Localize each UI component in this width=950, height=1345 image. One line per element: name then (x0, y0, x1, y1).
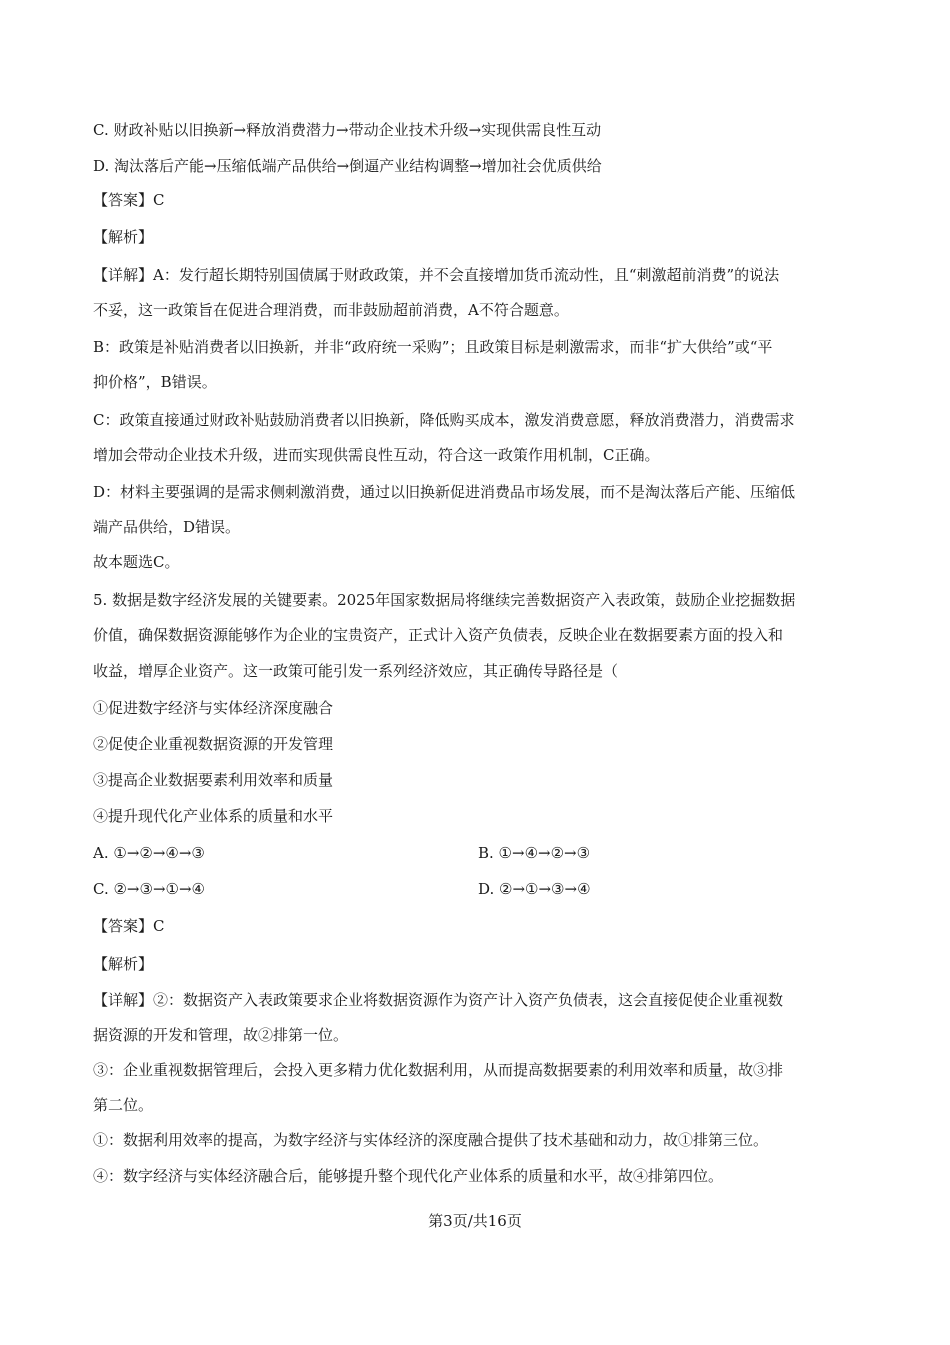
q5-stem-line1: 5. 数据是数字经济发展的关键要素。2025年国家数据局将继续完善数据资产入表政策，鼓励企业挖掘数据 (93, 591, 796, 609)
q5-detail-2-line1: ③：企业重视数据管理后，会投入更多精力优化数据利用，从而提高数据要素的利用效率和质量，故③排 (93, 1061, 784, 1079)
q4-detail-b-line2: 抑价格”，B错误。 (93, 373, 217, 391)
q4-detail-d-line2: 端产品供给，D错误。 (93, 518, 241, 536)
q5-analysis-label: 【解析】 (93, 955, 154, 973)
q4-detail-a-line1: 【详解】A：发行超长期特别国债属于财政政策，并不会直接增加货币流动性，且“刺激超前消费”的说法 (93, 266, 780, 284)
q4-detail-c-line1: C：政策直接通过财政补贴鼓励消费者以旧换新，降低购买成本，激发消费意愿，释放消费潜力，消费需求 (93, 411, 795, 429)
q4-detail-c-line2: 增加会带动企业技术升级，进而实现供需良性互动，符合这一政策作用机制，C正确。 (93, 446, 660, 464)
q5-item-2: ②促使企业重视数据资源的开发管理 (93, 735, 334, 753)
q5-detail-1-line2: 据资源的开发和管理，故②排第一位。 (93, 1026, 349, 1044)
q5-item-1: ①促进数字经济与实体经济深度融合 (93, 699, 334, 717)
q5-stem-line2: 价值，确保数据资源能够作为企业的宝贵资产，正式计入资产负债表，反映企业在数据要素方面的投入和 (93, 626, 784, 644)
q4-detail-b-line1: B：政策是补贴消费者以旧换新，并非“政府统一采购”；且政策目标是刺激需求，而非“扩大供给”或“平 (93, 338, 773, 356)
q5-detail-1-line1: 【详解】②：数据资产入表政策要求企业将数据资源作为资产计入资产负债表，这会直接促使企业重视数 (93, 991, 784, 1009)
q5-stem-line3: 收益，增厚企业资产。这一政策可能引发一系列经济效应，其正确传导路径是（ (93, 662, 619, 680)
page-footer: 第3页/共16页 (428, 1212, 522, 1230)
q4-option-c: C. 财政补贴以旧换新→释放消费潜力→带动企业技术升级→实现供需良性互动 (93, 121, 602, 139)
q5-option-d: D. ②→①→③→④ (478, 880, 591, 898)
q4-detail-a-line2: 不妥，这一政策旨在促进合理消费，而非鼓励超前消费，A不符合题意。 (93, 301, 569, 319)
q5-detail-3: ①：数据利用效率的提高，为数字经济与实体经济的深度融合提供了技术基础和动力，故①排第三位。 (93, 1131, 769, 1149)
q4-answer: 【答案】C (93, 191, 165, 209)
q4-option-d: D. 淘汰落后产能→压缩低端产品供给→倒逼产业结构调整→增加社会优质供给 (93, 157, 602, 175)
q4-detail-d-line1: D：材料主要强调的是需求侧刺激消费，通过以旧换新促进消费品市场发展，而不是淘汰落后产能、压缩低 (93, 483, 796, 501)
q5-item-3: ③提高企业数据要素利用效率和质量 (93, 771, 334, 789)
q5-option-a: A. ①→②→④→③ (93, 844, 205, 862)
q5-detail-2-line2: 第二位。 (93, 1096, 154, 1114)
q4-analysis-label: 【解析】 (93, 228, 154, 246)
q5-option-c: C. ②→③→①→④ (93, 880, 205, 898)
q5-answer: 【答案】C (93, 917, 165, 935)
q5-option-b: B. ①→④→②→③ (478, 844, 591, 862)
q5-item-4: ④提升现代化产业体系的质量和水平 (93, 807, 334, 825)
q5-detail-4: ④：数字经济与实体经济融合后，能够提升整个现代化产业体系的质量和水平，故④排第四位。 (93, 1167, 724, 1185)
q4-conclusion: 故本题选C。 (93, 553, 180, 571)
